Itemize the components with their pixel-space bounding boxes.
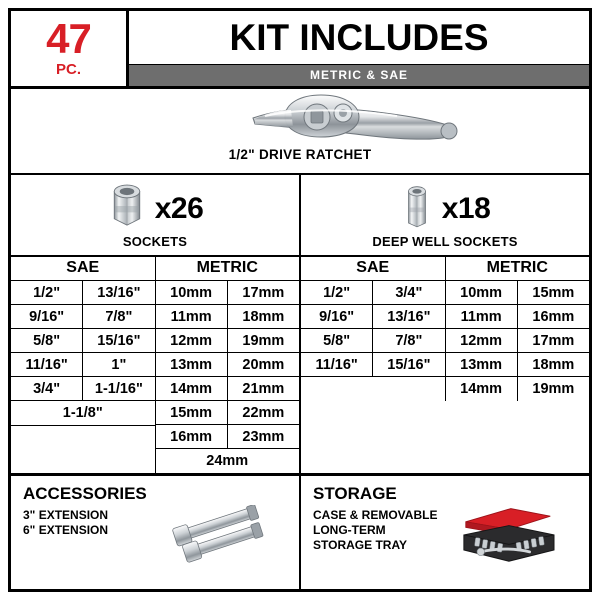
deep-well-sockets-cell: [301, 175, 589, 255]
deep-socket-icon: [400, 181, 434, 236]
title-block: [129, 11, 589, 86]
storage-cell: [301, 476, 589, 589]
table-cell: 13mm: [446, 353, 517, 377]
standard-metric-header: METRIC: [196, 259, 258, 276]
table-cell: 12mm: [156, 329, 227, 353]
extension-bars-icon: [147, 484, 289, 583]
standard-sae-body: [11, 281, 156, 473]
deep-well-table-header: [301, 257, 589, 281]
standard-size-table: [11, 257, 301, 473]
table-cell: 18mm: [228, 305, 299, 329]
table-cell: 11/16": [301, 353, 372, 377]
table-cell: 16mm: [156, 425, 227, 449]
storage-title: STORAGE: [313, 484, 397, 503]
ratchet-section: [11, 89, 589, 175]
accessories-item: 6" EXTENSION: [23, 523, 109, 537]
ratchet-icon: [135, 91, 465, 147]
table-cell: 7/8": [83, 305, 154, 329]
table-cell: 5/8": [301, 329, 372, 353]
spec-frame: [8, 8, 592, 592]
sockets-section: [11, 175, 589, 257]
ratchet-caption: 1/2" DRIVE RATCHET: [228, 147, 372, 162]
standard-sae-header: SAE: [11, 257, 156, 280]
table-cell: 13/16": [83, 281, 154, 305]
table-cell: 7/8": [373, 329, 444, 353]
table-cell: 9/16": [301, 305, 372, 329]
table-cell: 17mm: [228, 281, 299, 305]
table-cell: 1-1/16": [83, 377, 154, 401]
table-cell: 20mm: [228, 353, 299, 377]
accessories-title: ACCESSORIES: [23, 484, 147, 503]
table-cell: 15mm: [156, 401, 227, 425]
table-cell: 10mm: [446, 281, 517, 305]
accessories-cell: [11, 476, 301, 589]
table-cell: 15/16": [83, 329, 154, 353]
table-cell: 15/16": [373, 353, 444, 377]
header: [11, 11, 589, 89]
subtitle-bar: METRIC & SAE: [129, 64, 589, 86]
piece-count: 47: [46, 15, 91, 62]
table-cell: 5/8": [11, 329, 82, 353]
table-cell: 1/2": [11, 281, 82, 305]
deep-socket-caption: DEEP WELL SOCKETS: [372, 233, 518, 249]
deep-well-sae-header: SAE: [301, 257, 446, 280]
table-cell: 11/16": [11, 353, 82, 377]
table-cell: 1-1/8": [62, 405, 103, 421]
storage-line: LONG-TERM: [313, 523, 386, 537]
bottom-section: [11, 476, 589, 589]
table-cell: 1": [83, 353, 154, 377]
accessories-item: 3" EXTENSION: [23, 508, 109, 522]
page-title: KIT INCLUDES: [229, 16, 489, 58]
deep-well-metric-header: METRIC: [486, 259, 548, 276]
standard-socket-caption: SOCKETS: [122, 233, 188, 249]
deep-well-sae-body: [301, 281, 446, 401]
deep-well-size-table: [301, 257, 589, 473]
table-cell: 16mm: [518, 305, 589, 329]
storage-line: CASE & REMOVABLE: [313, 508, 438, 522]
table-cell: 10mm: [156, 281, 227, 305]
table-cell: 12mm: [446, 329, 517, 353]
table-cell: 14mm: [156, 377, 227, 401]
deep-well-metric-body: [446, 281, 590, 401]
table-cell: 13mm: [156, 353, 227, 377]
storage-line: STORAGE TRAY: [313, 538, 408, 552]
table-cell: 15mm: [518, 281, 589, 305]
table-cell: 9/16": [11, 305, 82, 329]
table-cell: 22mm: [228, 401, 299, 425]
table-cell: 24mm: [206, 453, 249, 469]
table-cell: 11mm: [156, 305, 227, 329]
table-cell: 11mm: [446, 305, 517, 329]
table-cell: 3/4": [373, 281, 444, 305]
table-cell: 19mm: [228, 329, 299, 353]
socket-icon: [107, 182, 147, 235]
standard-table-header: [11, 257, 299, 281]
table-cell: 14mm: [446, 377, 517, 401]
table-cell: 3/4": [11, 377, 82, 401]
table-cell: 17mm: [518, 329, 589, 353]
size-tables: [11, 257, 589, 476]
standard-sockets-cell: [11, 175, 301, 255]
deep-socket-qty: x18: [441, 191, 491, 225]
piece-count-block: [11, 11, 129, 86]
table-cell: 19mm: [518, 377, 589, 401]
table-cell: 13/16": [373, 305, 444, 329]
piece-count-label: PC.: [55, 61, 81, 78]
table-cell: 18mm: [518, 353, 589, 377]
standard-metric-span-row: [156, 449, 300, 473]
table-cell: 23mm: [228, 425, 299, 449]
standard-metric-body: [156, 281, 300, 473]
table-cell: 21mm: [228, 377, 299, 401]
table-cell: 1/2": [301, 281, 372, 305]
standard-socket-qty: x26: [154, 191, 204, 225]
tool-case-icon: [437, 484, 579, 583]
standard-sae-span-row: [11, 401, 155, 426]
